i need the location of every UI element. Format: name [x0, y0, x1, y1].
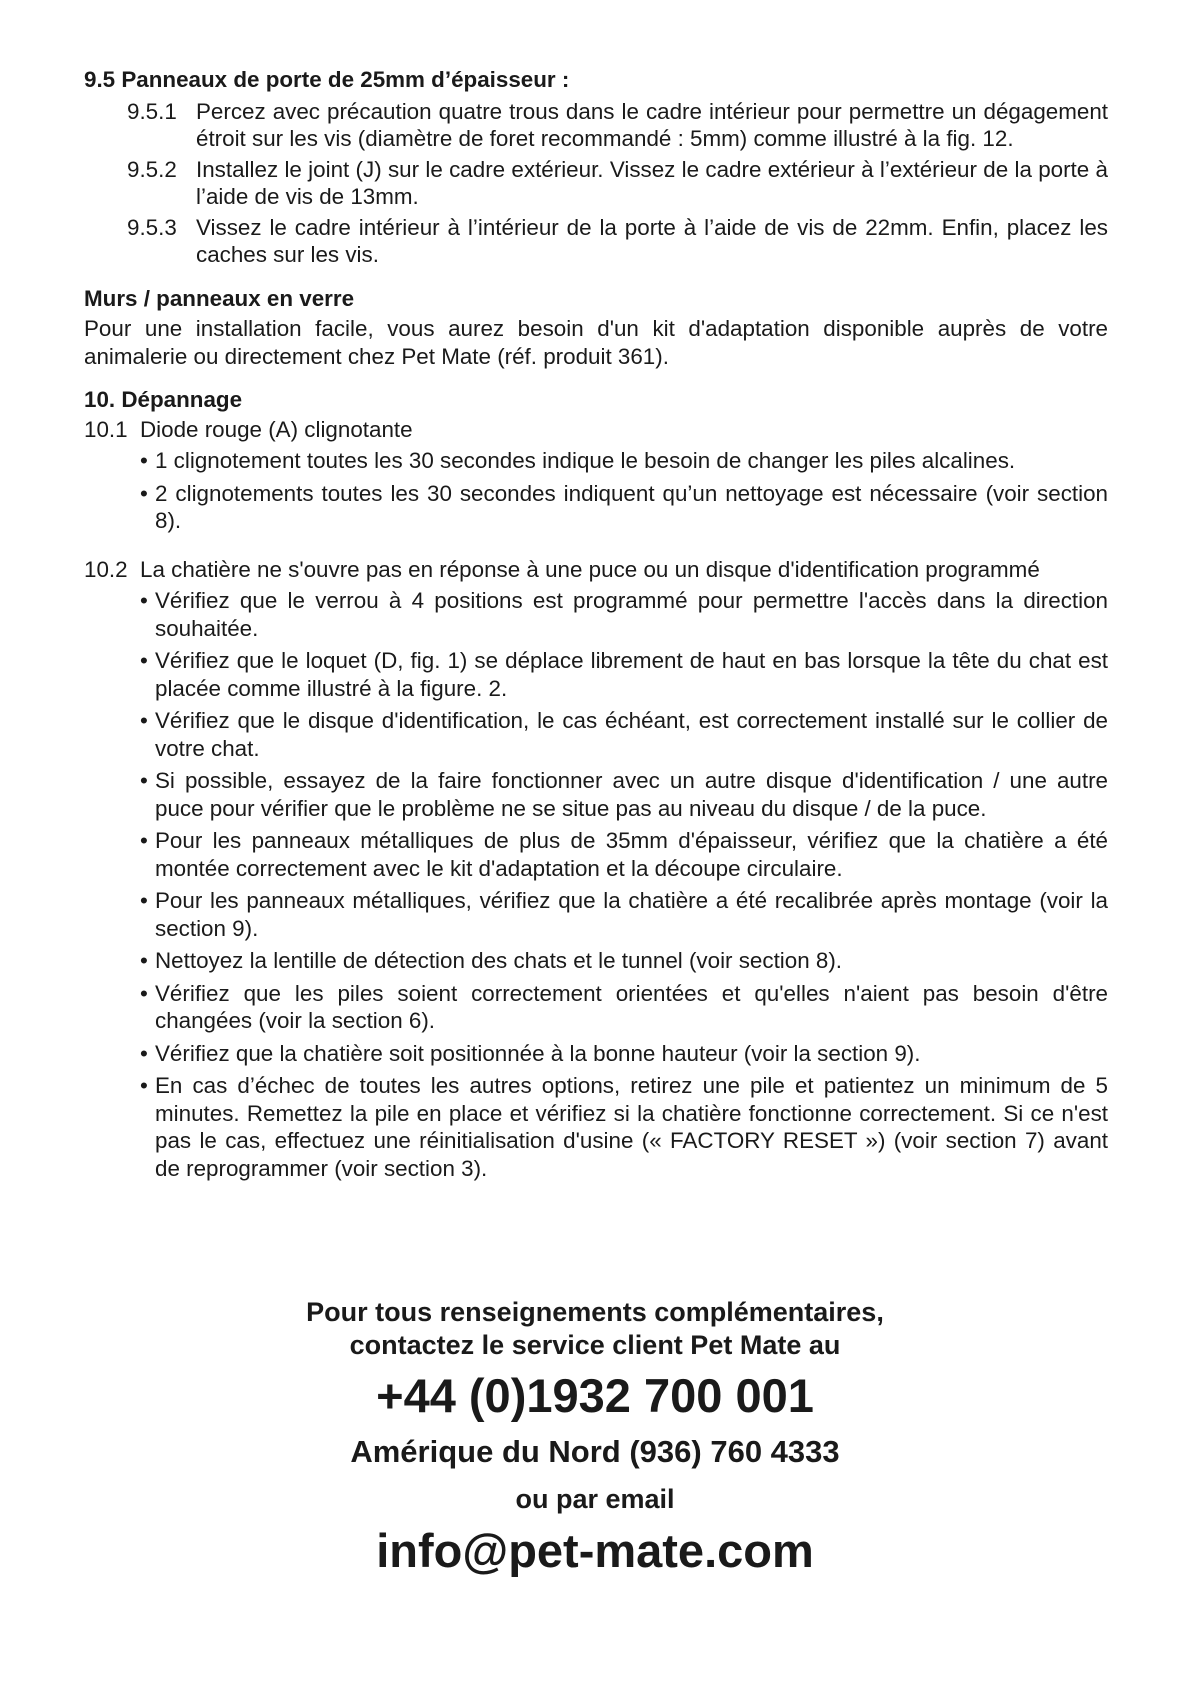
item-10-1-bullets: [84, 447, 1108, 535]
step-number: 9.5.1: [127, 98, 177, 124]
bullet-icon: •: [140, 1040, 148, 1066]
bullet-icon: •: [140, 948, 148, 973]
step-9-5-2: [84, 156, 1108, 211]
list-item-text: Vérifiez que le disque d'identification, le cas échéant, est correctement installé sur le collier de votre chat.: [155, 708, 1108, 761]
list-item: [140, 980, 1108, 1035]
item-10-2-title: [84, 556, 1108, 584]
bullet-icon: •: [140, 588, 148, 613]
list-item-text: Nettoyez la lentille de détection des chats et le tunnel (voir section 8).: [155, 948, 843, 973]
list-item-text: En cas d’échec de toutes les autres options, retirez une pile et patientez un minimum de 5 minutes. Remettez la pile en place et vérifiez si la chatière fonctionne correctement. Si ce n'est pas le cas, effectuez une réinitialisation d'usine (« FACTORY RESET ») (voir section 7) avant de reprogrammer (voir section 3).: [155, 1073, 1108, 1181]
bullet-icon: •: [140, 648, 148, 673]
step-text: Percez avec précaution quatre trous dans le cadre intérieur pour permettre un dégagement étroit sur les vis (diamètre de foret recommandé : 5mm) comme illustré à la fig. 12.: [196, 98, 1108, 151]
list-item-text: Si possible, essayez de la faire fonctionner avec un autre disque d'identification / une autre puce pour vérifier que le problème ne se situe pas au niveau du disque / de la puce.: [155, 768, 1108, 821]
bullet-icon: •: [140, 708, 148, 733]
list-item-text: Vérifiez que le verrou à 4 positions est programmé pour permettre l'accès dans la direction souhaitée.: [155, 588, 1108, 641]
contact-line-2: contactez le service client Pet Mate au: [349, 1330, 841, 1360]
list-item-text: Vérifiez que la chatière soit positionnée à la bonne hauteur (voir la section 9).: [155, 1040, 921, 1066]
bullet-icon: •: [140, 480, 148, 506]
contact-line-1: Pour tous renseignements complémentaires,: [306, 1297, 884, 1327]
list-item-text: Vérifiez que le loquet (D, fig. 1) se déplace librement de haut en bas lorsque la tête du chat est placée comme illustré à la figure. 2.: [155, 648, 1108, 701]
email-link[interactable]: info@pet-mate.com: [376, 1524, 814, 1577]
manual-page: [84, 66, 1108, 1187]
step-number: 9.5.3: [127, 214, 177, 240]
troubleshooting-title: 10. Dépannage: [84, 387, 243, 412]
bullet-icon: •: [140, 768, 148, 793]
or-by-email-label: ou par email: [515, 1484, 675, 1514]
phone-number[interactable]: +44 (0)1932 700 001: [376, 1369, 814, 1422]
list-item: [140, 480, 1108, 535]
bullet-icon: •: [140, 888, 148, 913]
list-item-text: 2 clignotements toutes les 30 secondes indiquent qu’un nettoyage est nécessaire (voir section 8).: [155, 480, 1108, 533]
bullet-icon: •: [140, 448, 148, 473]
glass-panels-title: Murs / panneaux en verre: [84, 285, 355, 311]
list-item-text: Pour les panneaux métalliques, vérifiez que la chatière a été recalibrée après montage (voir la section 9).: [155, 888, 1108, 941]
list-item-text: 1 clignotement toutes les 30 secondes indique le besoin de changer les piles alcalines.: [155, 448, 1016, 473]
step-number: 9.5.2: [127, 156, 177, 182]
step-text: Vissez le cadre intérieur à l’intérieur de la porte à l’aide de vis de 22mm. Enfin, placez les caches sur les vis.: [196, 214, 1108, 267]
list-item: [140, 447, 1108, 475]
contact-block: [0, 1296, 1190, 1577]
list-item-text: Pour les panneaux métalliques de plus de 35mm d'épaisseur, vérifiez que la chatière a été montée correctement avec le kit d'adaptation et la découpe circulaire.: [155, 828, 1108, 881]
bullet-icon: •: [140, 980, 148, 1006]
item-10-1-title: [84, 416, 1108, 444]
item-number: 10.1: [84, 416, 128, 442]
list-item: [140, 707, 1108, 762]
bullet-icon: •: [140, 828, 148, 853]
step-text: Installez le joint (J) sur le cadre extérieur. Vissez le cadre extérieur à l’extérieur de la porte à l’aide de vis de 13mm.: [196, 156, 1108, 209]
glass-panels-text: Pour une installation facile, vous aurez besoin d'un kit d'adaptation disponible auprès de votre animalerie ou directement chez Pet Mate (réf. produit 361).: [84, 316, 1108, 369]
list-item: [140, 767, 1108, 822]
list-item-text: Vérifiez que les piles soient correctement orientées et qu'elles n'aient pas besoin d'être changées (voir la section 6).: [155, 980, 1108, 1033]
list-item: [140, 647, 1108, 702]
section-9-5-title: 9.5 Panneaux de porte de 25mm d’épaisseur :: [84, 67, 570, 92]
north-america-phone[interactable]: Amérique du Nord (936) 760 4333: [350, 1434, 840, 1469]
bullet-icon: •: [140, 1073, 148, 1098]
list-item: [140, 947, 1108, 975]
item-text: Diode rouge (A) clignotante: [140, 416, 413, 442]
list-item: [140, 1040, 1108, 1068]
item-number: 10.2: [84, 556, 128, 582]
list-item: [140, 827, 1108, 882]
step-9-5-1: [84, 98, 1108, 153]
item-10-2-bullets: [84, 587, 1108, 1182]
list-item: [140, 1072, 1108, 1182]
item-text: La chatière ne s'ouvre pas en réponse à une puce ou un disque d'identification programmé: [140, 556, 1040, 582]
step-9-5-3: [84, 214, 1108, 269]
list-item: [140, 587, 1108, 642]
list-item: [140, 887, 1108, 942]
